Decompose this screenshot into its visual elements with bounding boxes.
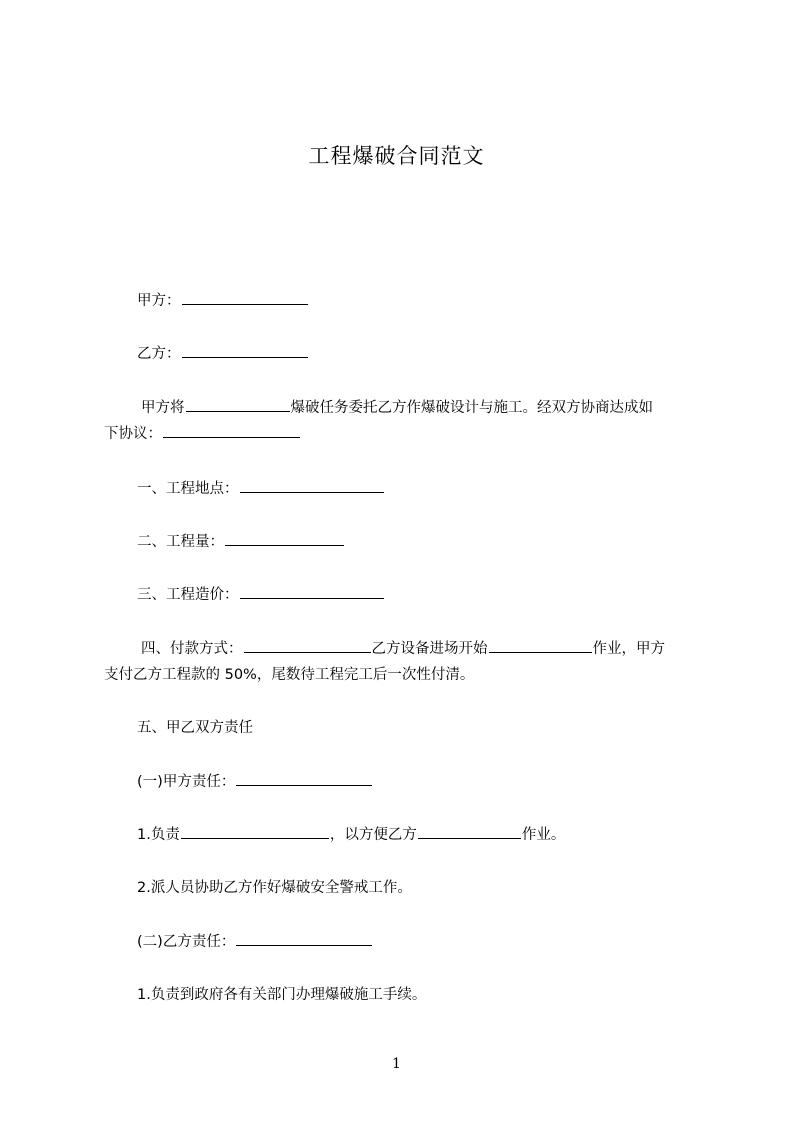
- item-a2-line: [137, 877, 412, 899]
- clause-3-label: 三、工程造价：: [137, 587, 239, 603]
- intro-prefix: 甲方将: [141, 400, 185, 416]
- intro-blank-1: [186, 397, 290, 412]
- party-a-blank: [182, 290, 308, 305]
- sub-2-label: (二)乙方责任：: [137, 934, 236, 950]
- clause-4-blank-1: [244, 638, 371, 653]
- clause-5-label: 五、甲乙双方责任: [137, 720, 253, 736]
- sub-1-label: (一)甲方责任：: [137, 774, 236, 790]
- clause-3-blank: [240, 584, 384, 599]
- intro-line-2: [104, 423, 301, 445]
- party-a-line: [137, 290, 309, 312]
- intro-line-1: [141, 397, 653, 419]
- party-b-label: 乙方：: [137, 346, 181, 362]
- sub-2-line: [137, 931, 373, 953]
- clause-4-line-1: [141, 638, 665, 660]
- clause-3-line: [137, 584, 385, 606]
- clause-4-label: 四、付款方式：: [141, 641, 243, 657]
- item-a1-blank-1: [181, 824, 329, 839]
- clause-1-blank: [240, 478, 384, 493]
- clause-2-blank: [225, 531, 344, 546]
- item-a2-text: 2.派人员协助乙方作好爆破安全警戒工作。: [137, 880, 412, 896]
- clause-4-line-2: [104, 664, 474, 686]
- item-a1-middle: ，以方便乙方: [329, 827, 417, 843]
- intro-middle: 爆破任务委托乙方作爆破设计与施工。经双方协商达成如: [290, 400, 653, 416]
- item-a1-prefix: 1.负责: [137, 827, 180, 843]
- party-b-line: [137, 343, 309, 365]
- item-a1-line: [137, 824, 565, 846]
- intro-line2-prefix: 下协议：: [104, 426, 162, 442]
- party-a-label: 甲方：: [137, 293, 181, 309]
- sub-1-blank: [236, 771, 372, 786]
- item-a1-suffix: 作业。: [521, 827, 566, 843]
- party-b-blank: [182, 343, 308, 358]
- document-title: 工程爆破合同范文: [308, 144, 485, 168]
- clause-4-line2: 支付乙方工程款的 50%，尾数待工程完工后一次性付清。: [104, 667, 475, 683]
- sub-1-line: [137, 771, 373, 793]
- item-b1-text: 1.负责到政府各有关部门办理爆破施工手续。: [137, 987, 427, 1003]
- item-a1-blank-2: [418, 824, 521, 839]
- sub-2-blank: [236, 931, 372, 946]
- clause-4-suffix: 作业，甲方: [592, 641, 665, 657]
- page-number: 1: [392, 1056, 401, 1072]
- clause-2-line: [137, 531, 345, 553]
- clause-1-label: 一、工程地点：: [137, 481, 239, 497]
- intro-blank-2: [163, 423, 300, 438]
- clause-4-middle: 乙方设备进场开始: [371, 641, 488, 657]
- clause-4-blank-2: [489, 638, 592, 653]
- clause-2-label: 二、工程量：: [137, 534, 224, 550]
- clause-5-line: [137, 717, 253, 739]
- item-b1-line: [137, 984, 426, 1006]
- clause-1-line: [137, 478, 385, 500]
